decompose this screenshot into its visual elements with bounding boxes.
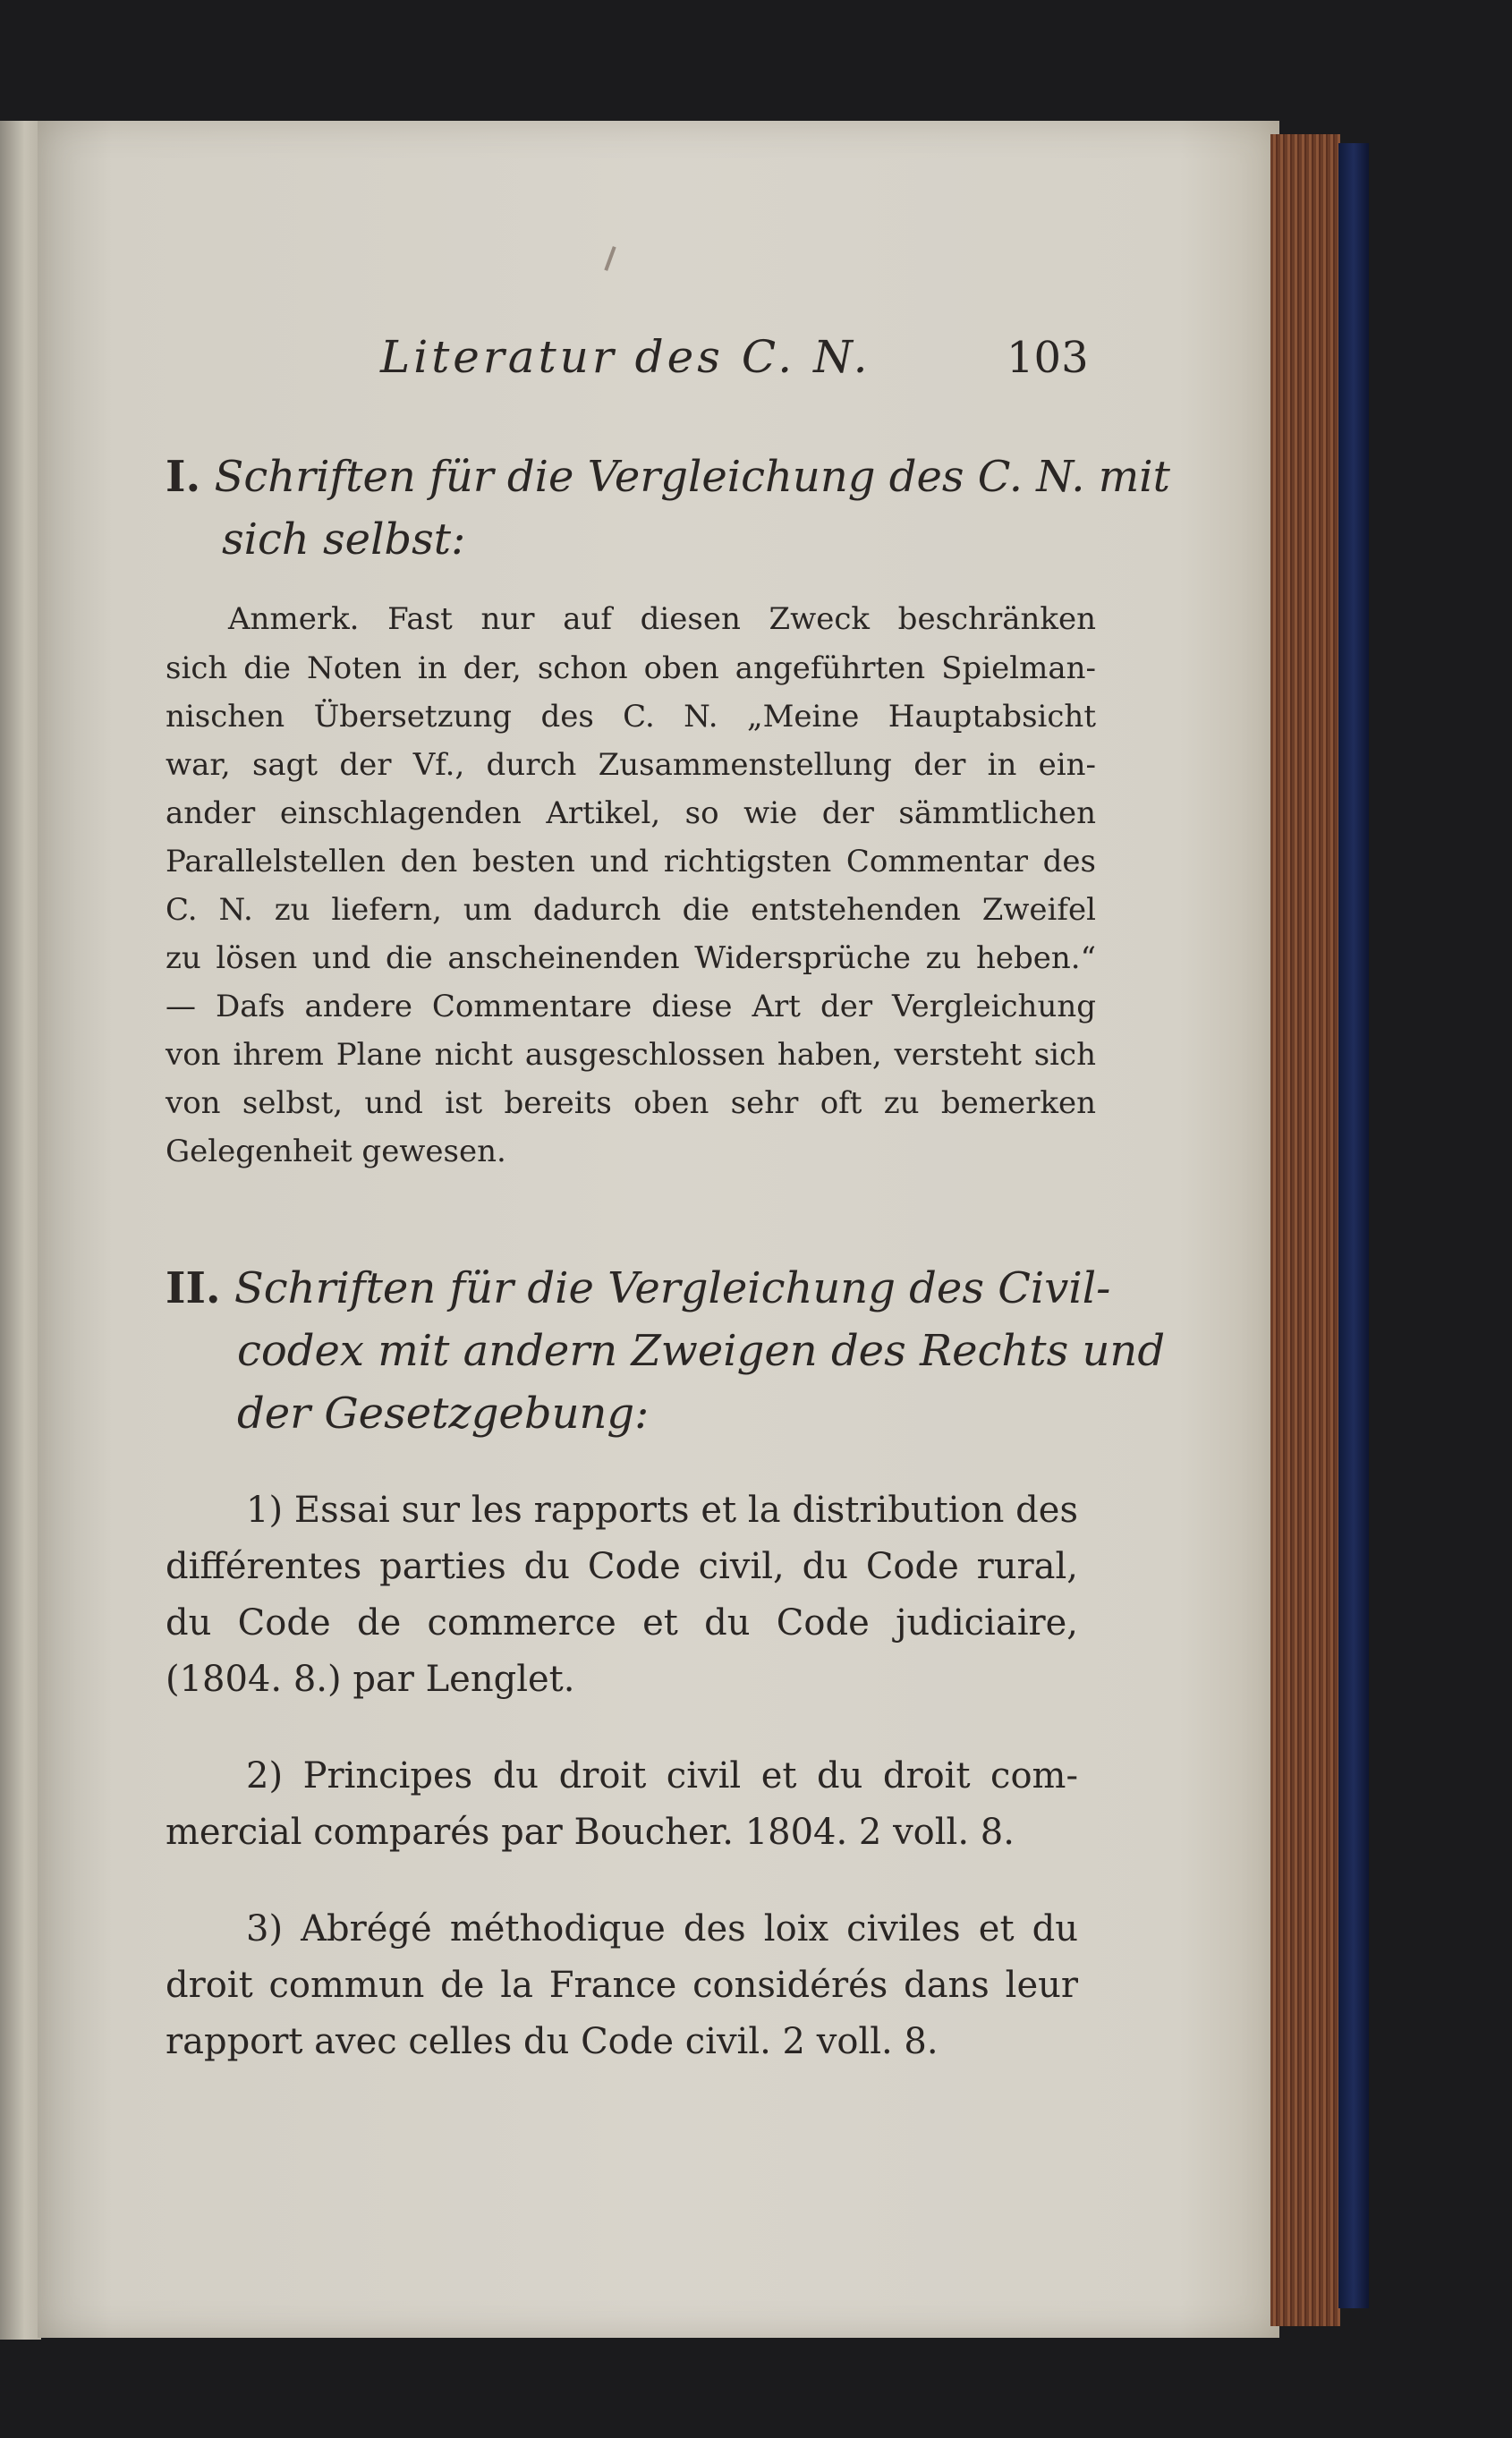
note-line: sich die Noten in der, schon oben angeführten Spielman- [166,650,1096,686]
note-line: war, sagt der Vf., durch Zusammenstellung der in ein- [166,747,1096,783]
note-line: zu lösen und die anscheinenden Widersprüche zu heben.“ [166,940,1096,976]
entry-line: rapport avec celles du Code civil. 2 voll. 8. [166,2021,939,2062]
note-line: nischen Übersetzung des C. N. „Meine Hauptabsicht [166,699,1096,735]
section1-title-line2: sich selbst: [222,514,466,565]
page-number: 103 [1007,333,1089,383]
entry-line: différentes parties du Code civil, du Code rural, [166,1546,1078,1587]
note-line: ander einschlagenden Artikel, so wie der sämmtlichen [166,795,1096,831]
note-line: — Dafs andere Commentare diese Art der Vergleichung [166,989,1096,1024]
note-line: von selbst, und ist bereits oben sehr oft zu bemerken [166,1085,1096,1121]
note-line: C. N. zu liefern, um dadurch die entstehenden Zweifel [166,892,1096,928]
section2-title-line1: Schriften für die Vergleichung des Civil- [234,1263,1111,1313]
entry-line: mercial comparés par Boucher. 1804. 2 voll. 8. [166,1812,1015,1853]
section2-number: II. [166,1263,221,1313]
entry-line: 3) Abrégé méthodique des loix civiles et du [246,1908,1078,1950]
note-line: Gelegenheit gewesen. [166,1134,506,1169]
section1-title-line1: Schriften für die Vergleichung des C. N. mit [214,452,1170,502]
entry-line: 2) Principes du droit civil et du droit com- [246,1755,1078,1797]
section2-heading [166,1263,1110,1313]
entry-line: droit commun de la France considérés dans leur [166,1965,1078,2006]
section2-title-line3: der Gesetzgebung: [237,1389,650,1439]
section1-heading [166,452,1170,502]
entry-line: (1804. 8.) par Lenglet. [166,1659,575,1700]
note-line: Parallelstellen den besten und richtigsten Commentar des [166,844,1096,879]
section1-number: I. [166,452,201,502]
note-line: von ihrem Plane nicht ausgeschlossen haben, versteht sich [166,1037,1096,1073]
note-line: Anmerk. Fast nur auf diesen Zweck beschränken [228,601,1096,637]
entry-line: 1) Essai sur les rapports et la distribution des [246,1490,1078,1531]
entry-line: du Code de commerce et du Code judiciaire, [166,1602,1078,1644]
running-title: Literatur des C. N. [380,331,871,383]
section2-title-line2: codex mit andern Zweigen des Rechts und [237,1326,1166,1376]
